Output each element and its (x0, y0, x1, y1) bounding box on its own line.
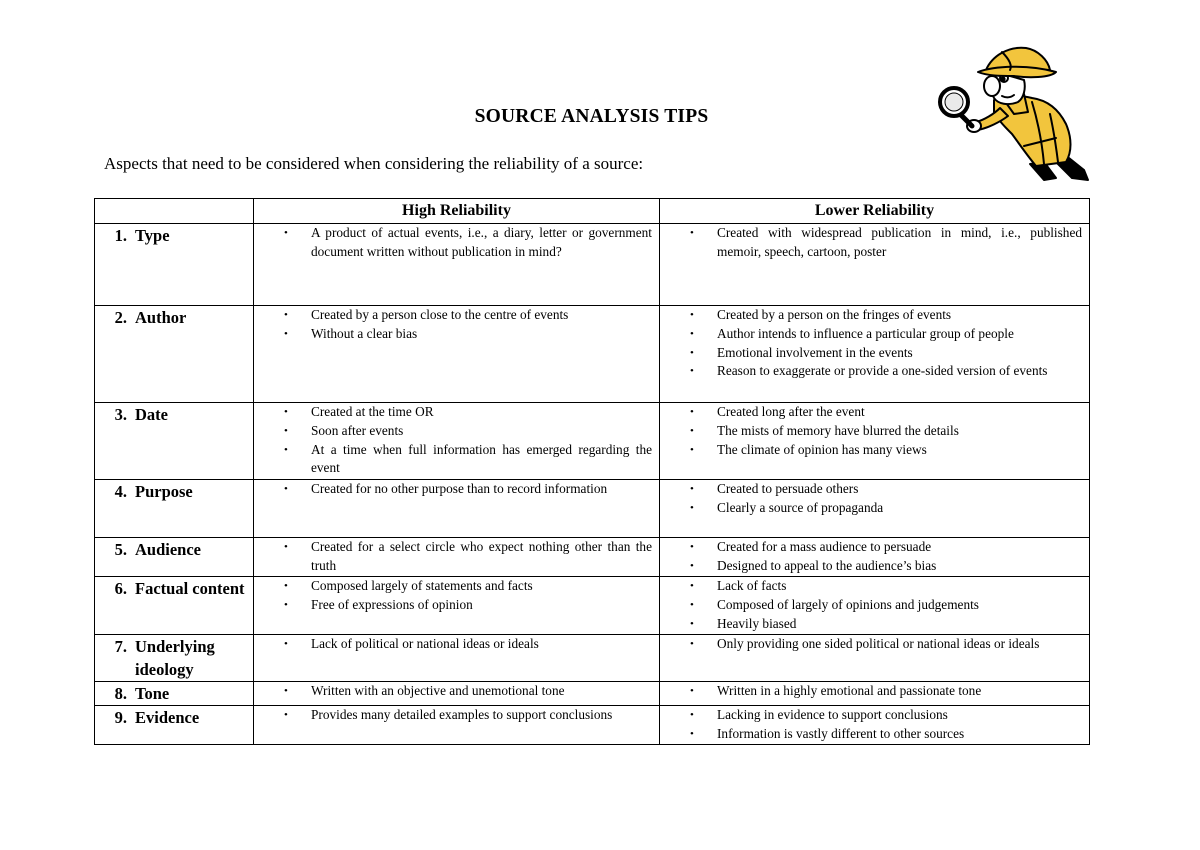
list-item: • Soon after events (254, 422, 659, 441)
list-item: • Created with widespread publication in mind, i.e., published memoir, speech, cartoon, poster (660, 224, 1089, 262)
list-item: • The climate of opinion has many views (660, 441, 1089, 460)
table-row (95, 403, 1090, 480)
lower-reliability-cell (660, 682, 1090, 706)
list-item: • Heavily biased (660, 615, 1089, 634)
list-item: • Provides many detailed examples to support conclusions (254, 706, 659, 725)
list-item: • Designed to appeal to the audience’s bias (660, 557, 1089, 576)
aspect-number: 1. (114, 226, 127, 245)
lower-reliability-cell (660, 635, 1090, 682)
aspect-label: Author (135, 308, 187, 327)
high-reliability-cell (254, 403, 660, 480)
high-reliability-cell (254, 480, 660, 538)
table-header-row (95, 199, 1090, 224)
aspect-cell (95, 538, 254, 577)
lower-reliability-cell (660, 403, 1090, 480)
table-row (95, 706, 1090, 745)
aspect-number: 6. (114, 579, 127, 598)
list-item: • Author intends to influence a particular group of people (660, 325, 1089, 344)
aspect-cell (95, 306, 254, 403)
aspect-cell (95, 682, 254, 706)
aspect-number: 4. (114, 482, 127, 501)
header-high-reliability: High Reliability (254, 199, 660, 224)
list-item: • Lack of facts (660, 577, 1089, 596)
aspect-cell (95, 480, 254, 538)
list-item: • Lack of political or national ideas or ideals (254, 635, 659, 654)
list-item: • Lacking in evidence to support conclusions (660, 706, 1089, 725)
table-row (95, 682, 1090, 706)
aspect-number: 3. (114, 405, 127, 424)
table-row (95, 577, 1090, 635)
header-lower-reliability: Lower Reliability (660, 199, 1090, 224)
lower-reliability-cell (660, 480, 1090, 538)
aspect-label: Tone (135, 684, 170, 703)
list-item: • The mists of memory have blurred the details (660, 422, 1089, 441)
list-item: • Clearly a source of propaganda (660, 499, 1089, 518)
aspect-label: Date (135, 405, 168, 424)
aspect-label: Audience (135, 540, 201, 559)
detective-illustration (932, 42, 1092, 184)
lower-reliability-cell (660, 577, 1090, 635)
list-item: • Emotional involvement in the events (660, 344, 1089, 363)
high-reliability-cell (254, 306, 660, 403)
header-aspect (95, 199, 254, 224)
lower-reliability-cell (660, 306, 1090, 403)
list-item: • Created for no other purpose than to record information (254, 480, 659, 499)
table-row (95, 224, 1090, 306)
list-item: • Created to persuade others (660, 480, 1089, 499)
high-reliability-cell (254, 577, 660, 635)
list-item: • Created for a select circle who expect nothing other than the truth (254, 538, 659, 576)
list-item: • Created at the time OR (254, 403, 659, 422)
list-item: • Written in a highly emotional and passionate tone (660, 682, 1089, 701)
lower-reliability-cell (660, 706, 1090, 745)
page-subtitle: Aspects that need to be considered when considering the reliability of a source: (104, 154, 644, 173)
list-item: • A product of actual events, i.e., a diary, letter or government document written without publication in mind? (254, 224, 659, 262)
table-row (95, 538, 1090, 577)
list-item: • Free of expressions of opinion (254, 596, 659, 615)
aspect-cell (95, 577, 254, 635)
aspect-cell (95, 635, 254, 682)
high-reliability-cell (254, 538, 660, 577)
list-item: • Information is vastly different to other sources (660, 725, 1089, 744)
list-item: • Created by a person on the fringes of events (660, 306, 1089, 325)
table-row (95, 635, 1090, 682)
list-item: • At a time when full information has emerged regarding the event (254, 441, 659, 479)
aspect-number: 9. (114, 708, 127, 727)
aspect-label: Purpose (135, 482, 193, 501)
page-title: SOURCE ANALYSIS TIPS (474, 106, 709, 127)
high-reliability-cell (254, 706, 660, 745)
high-reliability-cell (254, 635, 660, 682)
reliability-table (94, 198, 1090, 745)
list-item: • Composed of largely of opinions and judgements (660, 596, 1089, 615)
list-item: • Created long after the event (660, 403, 1089, 422)
aspect-label: Factual content (135, 579, 245, 598)
list-item: • Composed largely of statements and facts (254, 577, 659, 596)
aspect-cell (95, 224, 254, 306)
aspect-cell (95, 706, 254, 745)
aspect-label: Underlying ideology (135, 637, 215, 679)
list-item: • Created for a mass audience to persuade (660, 538, 1089, 557)
table-row (95, 480, 1090, 538)
aspect-cell (95, 403, 254, 480)
lower-reliability-cell (660, 224, 1090, 306)
list-item: • Only providing one sided political or national ideas or ideals (660, 635, 1089, 654)
high-reliability-cell (254, 224, 660, 306)
lower-reliability-cell (660, 538, 1090, 577)
table-row (95, 306, 1090, 403)
high-reliability-cell (254, 682, 660, 706)
list-item: • Created by a person close to the centre of events (254, 306, 659, 325)
list-item: • Reason to exaggerate or provide a one-sided version of events (660, 362, 1089, 381)
aspect-number: 7. (114, 637, 127, 656)
aspect-number: 8. (114, 684, 127, 703)
aspect-label: Evidence (135, 708, 200, 727)
aspect-number: 5. (114, 540, 127, 559)
list-item: • Written with an objective and unemotional tone (254, 682, 659, 701)
aspect-label: Type (135, 226, 170, 245)
list-item: • Without a clear bias (254, 325, 659, 344)
aspect-number: 2. (114, 308, 127, 327)
